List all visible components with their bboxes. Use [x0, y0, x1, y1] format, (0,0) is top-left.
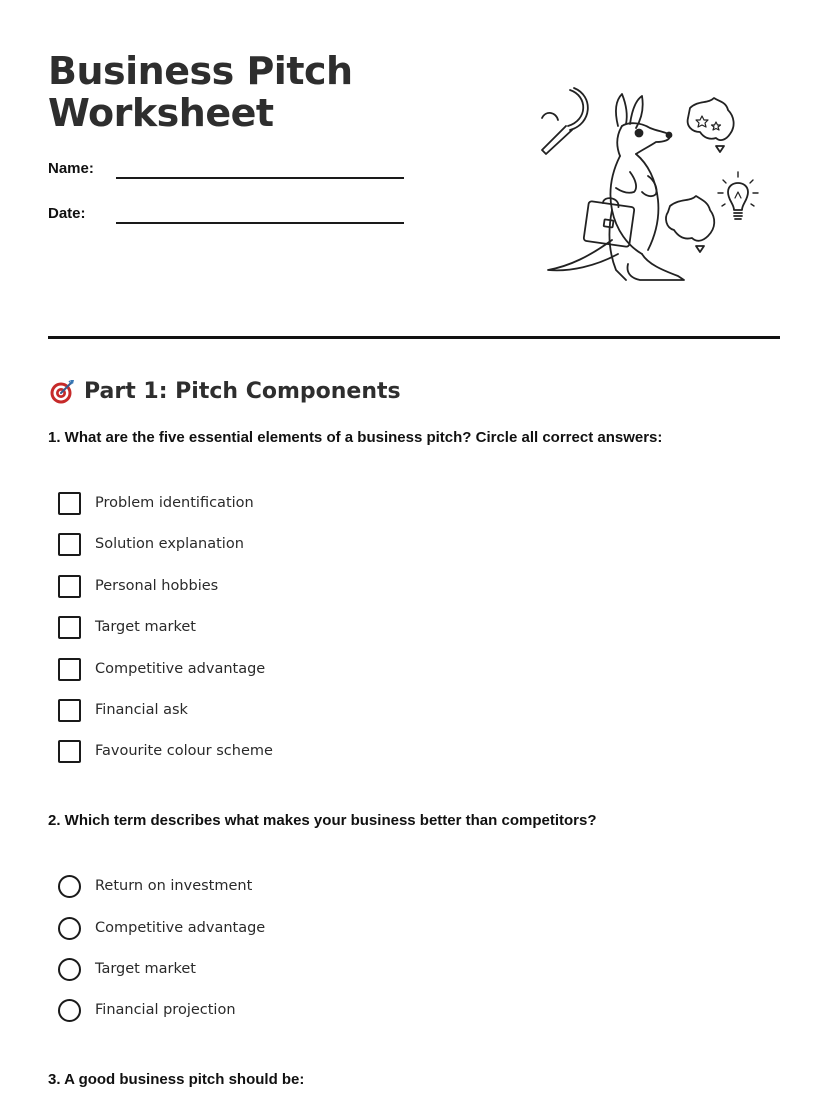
- checkbox[interactable]: [58, 575, 81, 598]
- kangaroo-with-briefcase-icon: [530, 80, 770, 290]
- option-label: Personal hobbies: [95, 578, 219, 594]
- radio-button[interactable]: [58, 958, 81, 981]
- section-part-1-header: [48, 374, 401, 408]
- checkbox-option[interactable]: [58, 739, 273, 763]
- option-label: Favourite colour scheme: [95, 743, 273, 759]
- checkbox-option[interactable]: [58, 532, 244, 556]
- option-label: Target market: [95, 619, 196, 635]
- question-3: 3. A good business pitch should be:: [48, 1071, 305, 1088]
- name-label: Name:: [48, 160, 94, 177]
- radio-option[interactable]: [58, 998, 236, 1022]
- checkbox[interactable]: [58, 616, 81, 639]
- radio-button[interactable]: [58, 917, 81, 940]
- radio-option[interactable]: [58, 916, 265, 940]
- name-field[interactable]: [48, 160, 408, 190]
- checkbox-option[interactable]: [58, 698, 188, 722]
- title-line-1: Business Pitch: [48, 49, 353, 93]
- option-label: Return on investment: [95, 878, 253, 894]
- option-label: Problem identification: [95, 495, 254, 511]
- option-label: Competitive advantage: [95, 920, 266, 936]
- boomerang-icon: [542, 88, 588, 154]
- checkbox[interactable]: [58, 492, 81, 515]
- checkbox-option[interactable]: [58, 491, 254, 515]
- question-1: 1. What are the five essential elements of a business pitch? Circle all correct answers:: [48, 429, 663, 446]
- checkbox[interactable]: [58, 658, 81, 681]
- radio-button[interactable]: [58, 875, 81, 898]
- name-line[interactable]: [116, 177, 404, 179]
- option-label: Financial ask: [95, 702, 188, 718]
- radio-option[interactable]: [58, 874, 252, 898]
- question-2: 2. Which term describes what makes your business better than competitors?: [48, 812, 597, 829]
- option-label: Financial projection: [95, 1002, 236, 1018]
- header-divider: [48, 336, 780, 339]
- title-line-2: Worksheet: [48, 91, 274, 135]
- kangaroo-body: [548, 94, 684, 280]
- checkbox[interactable]: [58, 740, 81, 763]
- radio-option[interactable]: [58, 957, 196, 981]
- option-label: Solution explanation: [95, 536, 244, 552]
- date-field[interactable]: [48, 205, 408, 235]
- date-label: Date:: [48, 205, 86, 222]
- checkbox[interactable]: [58, 699, 81, 722]
- option-label: Target market: [95, 961, 196, 977]
- checkbox-option[interactable]: [58, 574, 218, 598]
- option-label: Competitive advantage: [95, 661, 266, 677]
- date-line[interactable]: [116, 222, 404, 224]
- section-title: Part 1: Pitch Components: [84, 378, 401, 404]
- radio-button[interactable]: [58, 999, 81, 1022]
- target-icon: [48, 377, 76, 405]
- checkbox[interactable]: [58, 533, 81, 556]
- checkbox-option[interactable]: [58, 657, 265, 681]
- australia-map-icon: [666, 196, 714, 252]
- australia-map-icon: [688, 98, 734, 152]
- page-title: [48, 50, 448, 134]
- checkbox-option[interactable]: [58, 615, 196, 639]
- lightbulb-icon: [718, 172, 758, 219]
